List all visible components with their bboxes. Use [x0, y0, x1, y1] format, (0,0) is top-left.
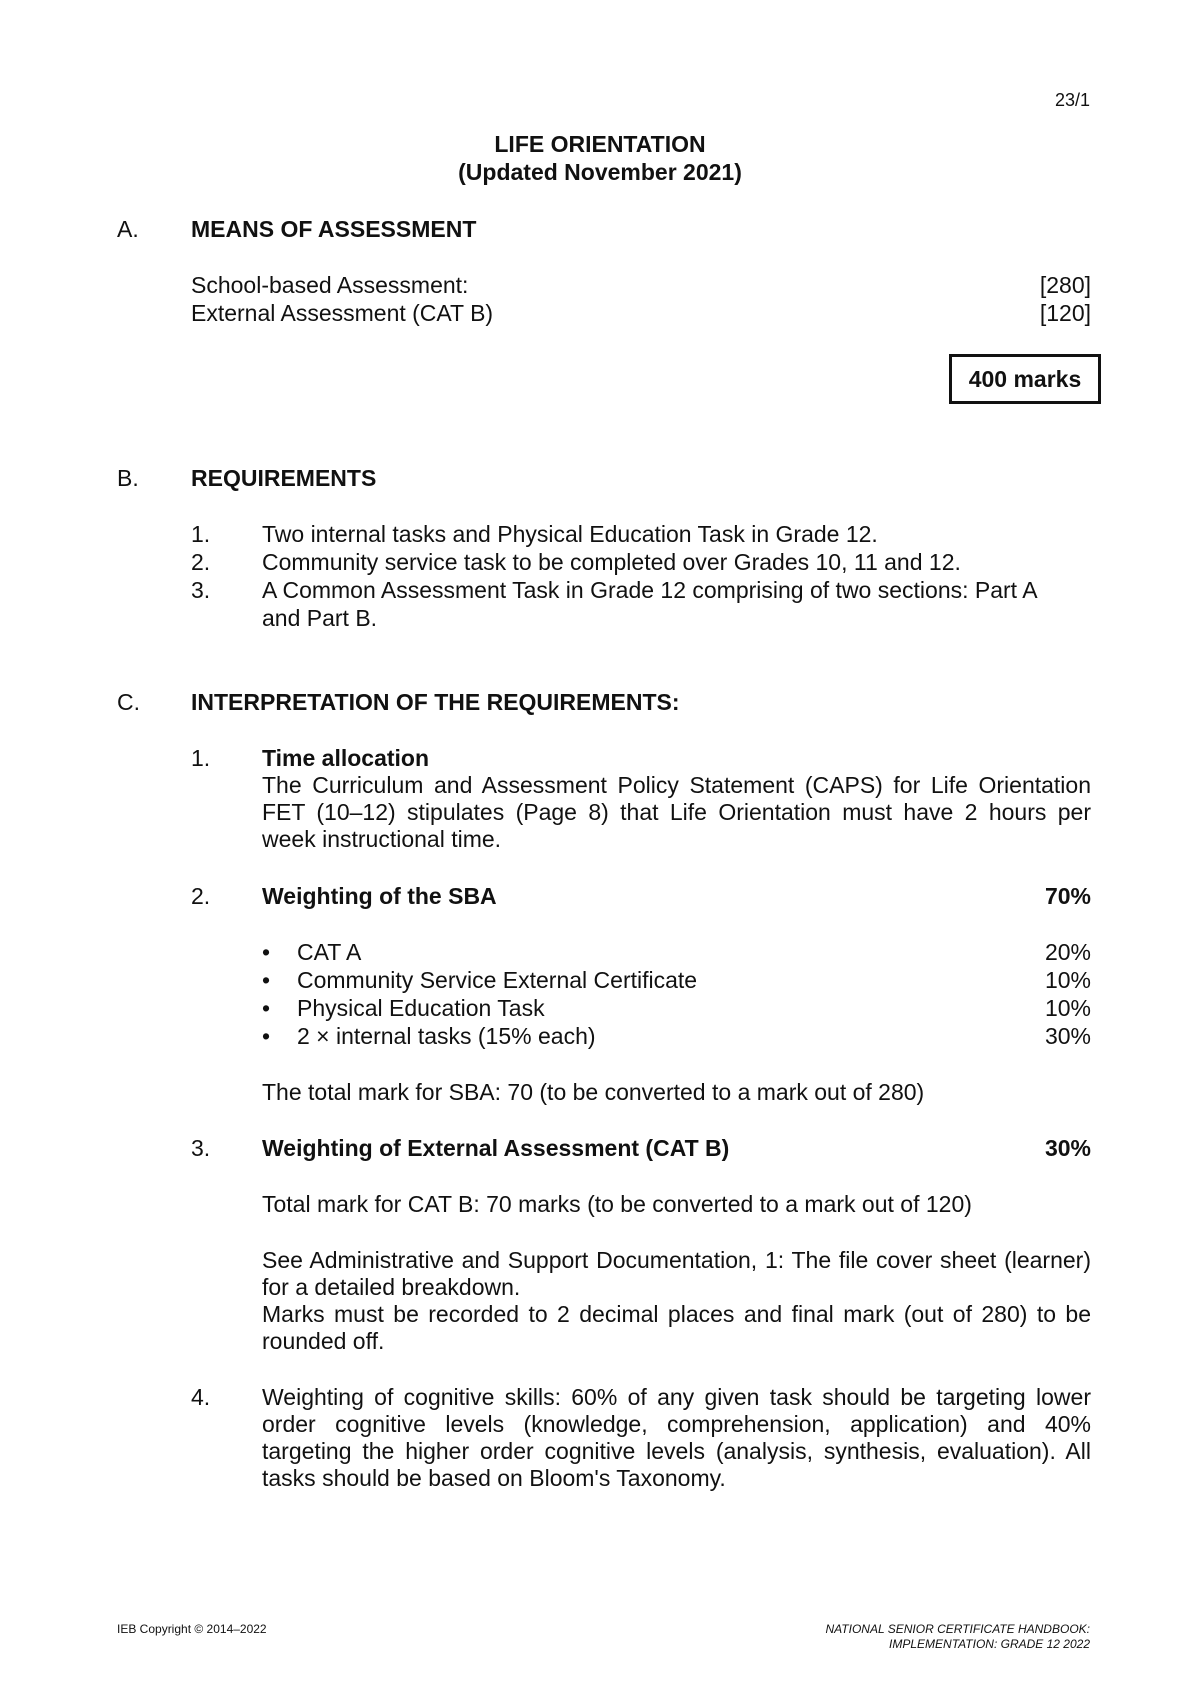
list-item	[262, 939, 1091, 966]
list-item-label: Physical Education Task	[297, 995, 545, 1021]
list-item	[262, 1023, 1091, 1050]
footer-handbook-line: IMPLEMENTATION: GRADE 12 2022	[889, 1637, 1090, 1651]
sba-weighting-heading: Weighting of the SBA	[262, 883, 497, 909]
assessment-value: [280]	[1039, 272, 1091, 298]
total-marks-box: 400 marks	[949, 354, 1101, 404]
footer-handbook	[826, 1622, 1091, 1652]
bullet-icon: •	[262, 939, 271, 965]
list-item-value: 30%	[1044, 1023, 1091, 1049]
cat-b-note: See Administrative and Support Documentation, 1: The file cover sheet (learner) for a detailed breakdown.	[262, 1247, 1091, 1300]
requirement-text: A Common Assessment Task in Grade 12 comprising of two sections: Part A	[262, 577, 1038, 603]
section-b-heading: REQUIREMENTS	[191, 465, 377, 491]
section-c-letter: C.	[117, 689, 140, 715]
page-title: LIFE ORIENTATION	[494, 131, 706, 157]
page-number: 23/1	[1054, 90, 1090, 110]
time-allocation-text: The Curriculum and Assessment Policy Statement (CAPS) for Life Orientation FET (10–12) stipulates (Page 8) that Life Orientation must have 2 hours per week instructional time.	[262, 772, 1091, 852]
bullet-icon: •	[262, 1023, 271, 1049]
list-item-label: 2 × internal tasks (15% each)	[297, 1023, 596, 1049]
cat-b-weighting-heading-row	[262, 1135, 1091, 1162]
section-a-letter: A.	[117, 216, 139, 242]
cognitive-skills-text: Weighting of cognitive skills: 60% of any given task should be targeting lower order cognitive levels (knowledge, comprehension, application) and 40% targeting the higher order cognitive levels (analysis, synthesis, evaluation). All tasks should be based on Bloom's Taxonomy.	[262, 1384, 1091, 1491]
cat-b-weighting-percent: 30%	[1044, 1135, 1091, 1161]
footer-handbook-line: NATIONAL SENIOR CERTIFICATE HANDBOOK:	[825, 1622, 1090, 1636]
list-item-value: 20%	[1044, 939, 1091, 965]
assessment-row	[191, 300, 1091, 327]
assessment-value: [120]	[1039, 300, 1091, 326]
requirement-text-continued: and Part B.	[262, 605, 378, 631]
list-item-label: CAT A	[297, 939, 362, 965]
requirement-text: Two internal tasks and Physical Education Task in Grade 12.	[262, 521, 878, 547]
requirement-number: 1.	[191, 521, 211, 547]
assessment-label: School-based Assessment:	[191, 272, 469, 298]
list-item-label: Community Service External Certificate	[297, 967, 698, 993]
assessment-label: External Assessment (CAT B)	[191, 300, 494, 326]
list-item-value: 10%	[1044, 995, 1091, 1021]
requirement-text: Community service task to be completed over Grades 10, 11 and 12.	[262, 549, 961, 575]
requirement-number: 3.	[191, 577, 211, 603]
requirement-number: 2.	[191, 549, 211, 575]
item-number: 4.	[191, 1384, 211, 1410]
cat-b-rounding-note: Marks must be recorded to 2 decimal places and final mark (out of 280) to be rounded off.	[262, 1301, 1091, 1354]
cat-b-weighting-heading: Weighting of External Assessment (CAT B)	[262, 1135, 730, 1161]
item-number: 3.	[191, 1135, 211, 1161]
section-a-heading: MEANS OF ASSESSMENT	[191, 216, 477, 242]
sba-total-text: The total mark for SBA: 70 (to be converted to a mark out of 280)	[262, 1079, 925, 1105]
item-number: 1.	[191, 745, 211, 771]
item-number: 2.	[191, 883, 211, 909]
sba-weighting-heading-row	[262, 883, 1091, 910]
footer-copyright: IEB Copyright © 2014–2022	[117, 1622, 267, 1636]
cat-b-total-text: Total mark for CAT B: 70 marks (to be converted to a mark out of 120)	[262, 1191, 972, 1217]
page-subtitle: (Updated November 2021)	[458, 159, 742, 185]
list-item-value: 10%	[1044, 967, 1091, 993]
bullet-icon: •	[262, 967, 271, 993]
sba-weighting-percent: 70%	[1044, 883, 1091, 909]
list-item	[262, 967, 1091, 994]
bullet-icon: •	[262, 995, 271, 1021]
time-allocation-heading: Time allocation	[262, 745, 430, 771]
list-item	[262, 995, 1091, 1022]
assessment-row	[191, 272, 1091, 299]
section-c-heading: INTERPRETATION OF THE REQUIREMENTS:	[191, 689, 680, 715]
section-b-letter: B.	[117, 465, 139, 491]
